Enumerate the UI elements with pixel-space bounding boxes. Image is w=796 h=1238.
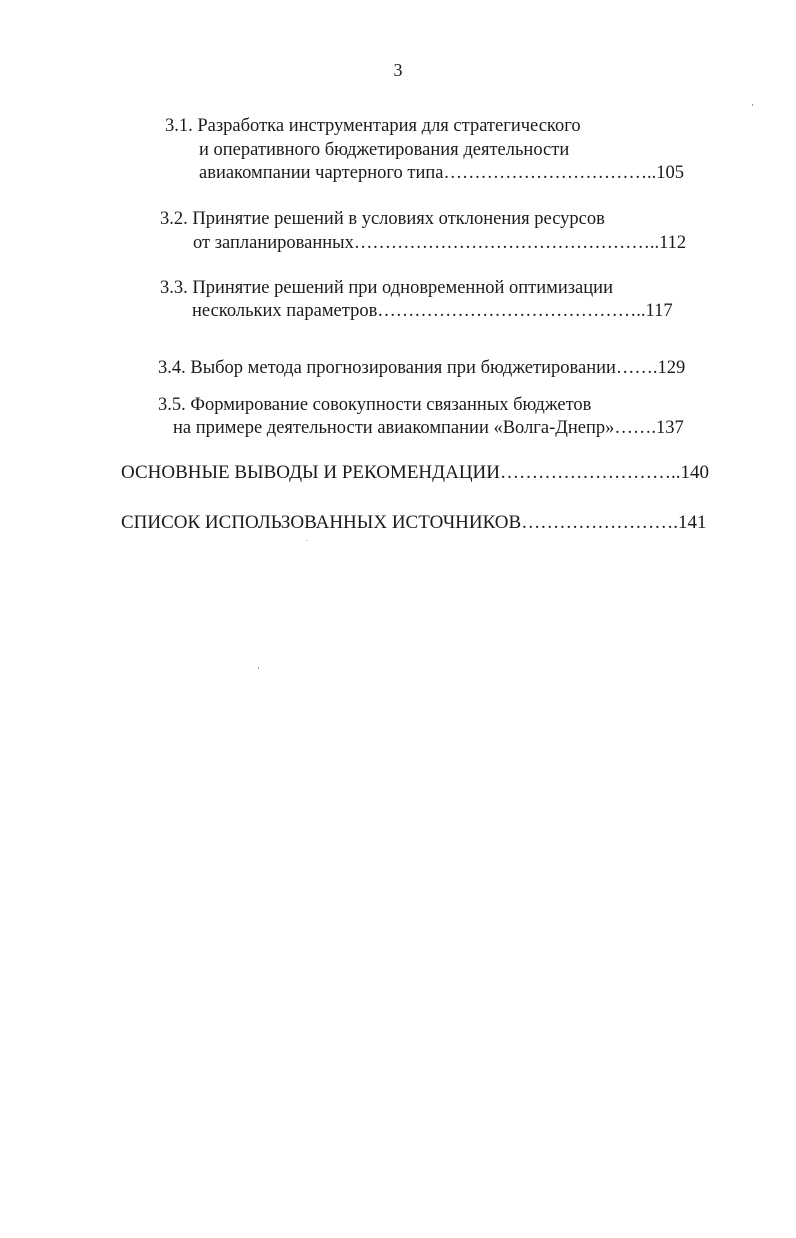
- scan-speck: [258, 667, 259, 669]
- toc-entry-3-3-line-1: 3.3. Принятие решений при одновременной оптимизации: [160, 278, 613, 298]
- toc-entry-3-1-line-3: авиакомпании чартерного типа……………………………..105: [199, 163, 684, 183]
- scan-speck: [752, 104, 753, 106]
- toc-entry-3-5-line-1: 3.5. Формирование совокупности связанных бюджетов: [158, 395, 592, 415]
- toc-entry-3-2-line-2: от запланированных…………………………………………..112: [193, 233, 687, 253]
- toc-entry-conclusions: ОСНОВНЫЕ ВЫВОДЫ И РЕКОМЕНДАЦИИ………………………..140: [121, 462, 709, 483]
- toc-entry-3-1-line-2: и оперативного бюджетирования деятельности: [199, 140, 570, 160]
- toc-entry-3-3-line-2: нескольких параметров……………………………………..117: [192, 301, 673, 321]
- page-number: 3: [393, 60, 403, 80]
- toc-entry-3-2-line-1: 3.2. Принятие решений в условиях отклонения ресурсов: [160, 209, 605, 229]
- toc-entry-3-1-line-1: 3.1. Разработка инструментария для стратегического: [165, 116, 581, 136]
- toc-entry-3-4-line-1: 3.4. Выбор метода прогнозирования при бюджетировании…….129: [158, 358, 686, 378]
- scan-speck: [306, 540, 308, 541]
- toc-entry-references: СПИСОК ИСПОЛЬЗОВАННЫХ ИСТОЧНИКОВ…………………….141: [121, 512, 707, 533]
- toc-entry-3-5-line-2: на примере деятельности авиакомпании «Волга-Днепр»…….137: [173, 418, 684, 438]
